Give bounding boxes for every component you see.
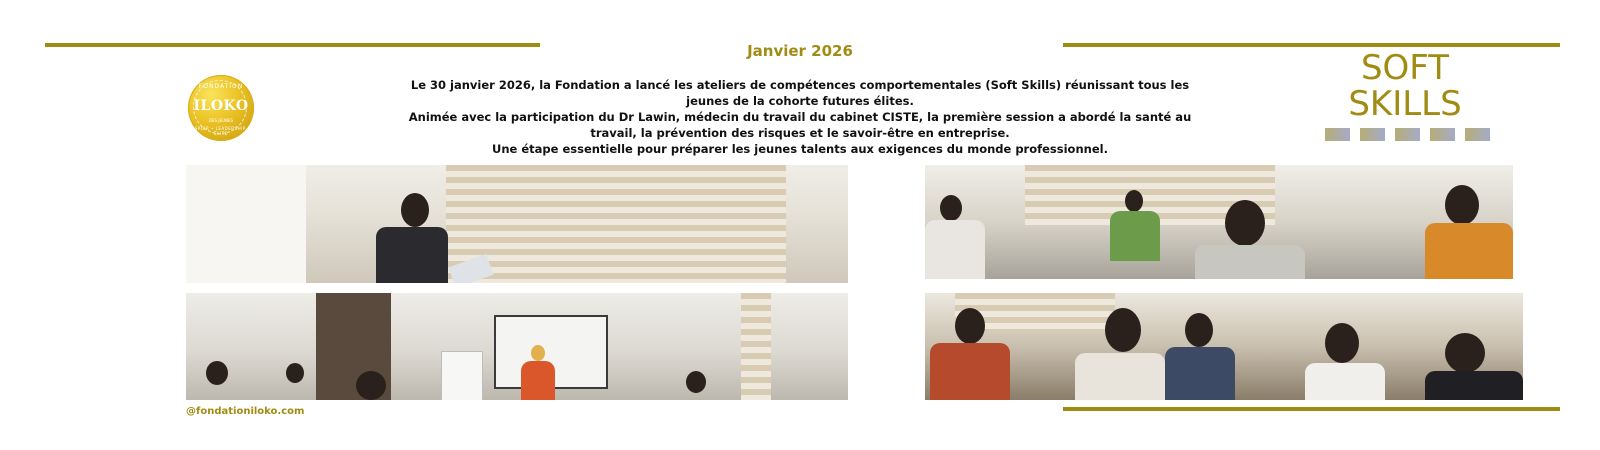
logo-sub-text: DES JEUNES — [208, 118, 234, 123]
swatch — [1430, 128, 1455, 141]
person-shirt — [376, 227, 448, 283]
photo-group-closeup — [925, 293, 1523, 400]
logo-word: ILOKO — [193, 98, 249, 114]
window-blinds — [741, 293, 771, 400]
announcement-line: Le 30 janvier 2026, la Fondation a lancé les ateliers de compétences comportementales (Soft Skills) réunissant tous les jeunes de la cohorte futures élites. — [410, 78, 1190, 108]
bottom-right-rule — [1063, 407, 1560, 411]
person-head — [1185, 313, 1213, 347]
swatch — [1360, 128, 1385, 141]
announcement-line: Animée avec la participation du Dr Lawin, médecin du travail du cabinet CISTE, la première session a abordé la santé au travail, la prévention des risques et le savoir-être en entreprise. — [408, 110, 1192, 140]
decorative-swatches — [1325, 128, 1570, 141]
photo-speaker-blinds — [186, 165, 848, 283]
person-shirt — [925, 220, 985, 279]
presenter-head — [531, 345, 545, 361]
logo-bottom-text: ESPOIR • LEADERSHIP • ÉLITE — [191, 126, 251, 136]
swatch — [1395, 128, 1420, 141]
person-shirt — [1195, 245, 1305, 279]
person-head — [955, 308, 985, 344]
title-line-1: SOFT — [1360, 48, 1450, 88]
social-handle-link[interactable]: @fondationiloko.com — [186, 406, 305, 417]
photo-seated-group — [925, 165, 1513, 279]
person-head — [401, 193, 429, 227]
person-shirt — [1110, 211, 1160, 261]
fondation-iloko-logo — [188, 75, 254, 141]
person-head — [686, 371, 706, 393]
month-heading: Janvier 2026 — [747, 42, 853, 60]
swatch — [1465, 128, 1490, 141]
photo-wall — [186, 165, 306, 283]
person-head — [1125, 190, 1143, 212]
person-head — [286, 363, 304, 383]
person-head — [1225, 200, 1265, 246]
person-head — [940, 195, 962, 221]
person-head — [1445, 333, 1485, 373]
person-shirt — [1305, 363, 1385, 400]
person-head — [206, 361, 228, 385]
logo-top-text: FONDATION — [198, 83, 244, 90]
top-left-rule — [45, 43, 540, 47]
presenter-dress — [521, 361, 555, 400]
person-head — [1445, 185, 1479, 225]
person-shirt — [930, 343, 1010, 400]
person-head — [1105, 308, 1141, 352]
soft-skills-title — [1330, 50, 1480, 122]
person-shirt — [1425, 371, 1523, 400]
title-line-2: SKILLS — [1348, 84, 1462, 124]
person-head — [356, 371, 386, 400]
person-shirt — [1075, 353, 1165, 400]
photo-presenter-screen — [186, 293, 848, 400]
announcement-line: Une étape essentielle pour préparer les jeunes talents aux exigences du monde professionnel. — [492, 142, 1108, 156]
person-shirt — [1165, 347, 1235, 400]
top-right-rule — [1063, 43, 1560, 47]
flip-chart — [441, 351, 483, 400]
person-shirt — [1425, 223, 1513, 279]
swatch — [1325, 128, 1350, 141]
announcement-text — [390, 77, 1210, 157]
person-head — [1325, 323, 1359, 363]
window-blinds — [446, 165, 786, 283]
